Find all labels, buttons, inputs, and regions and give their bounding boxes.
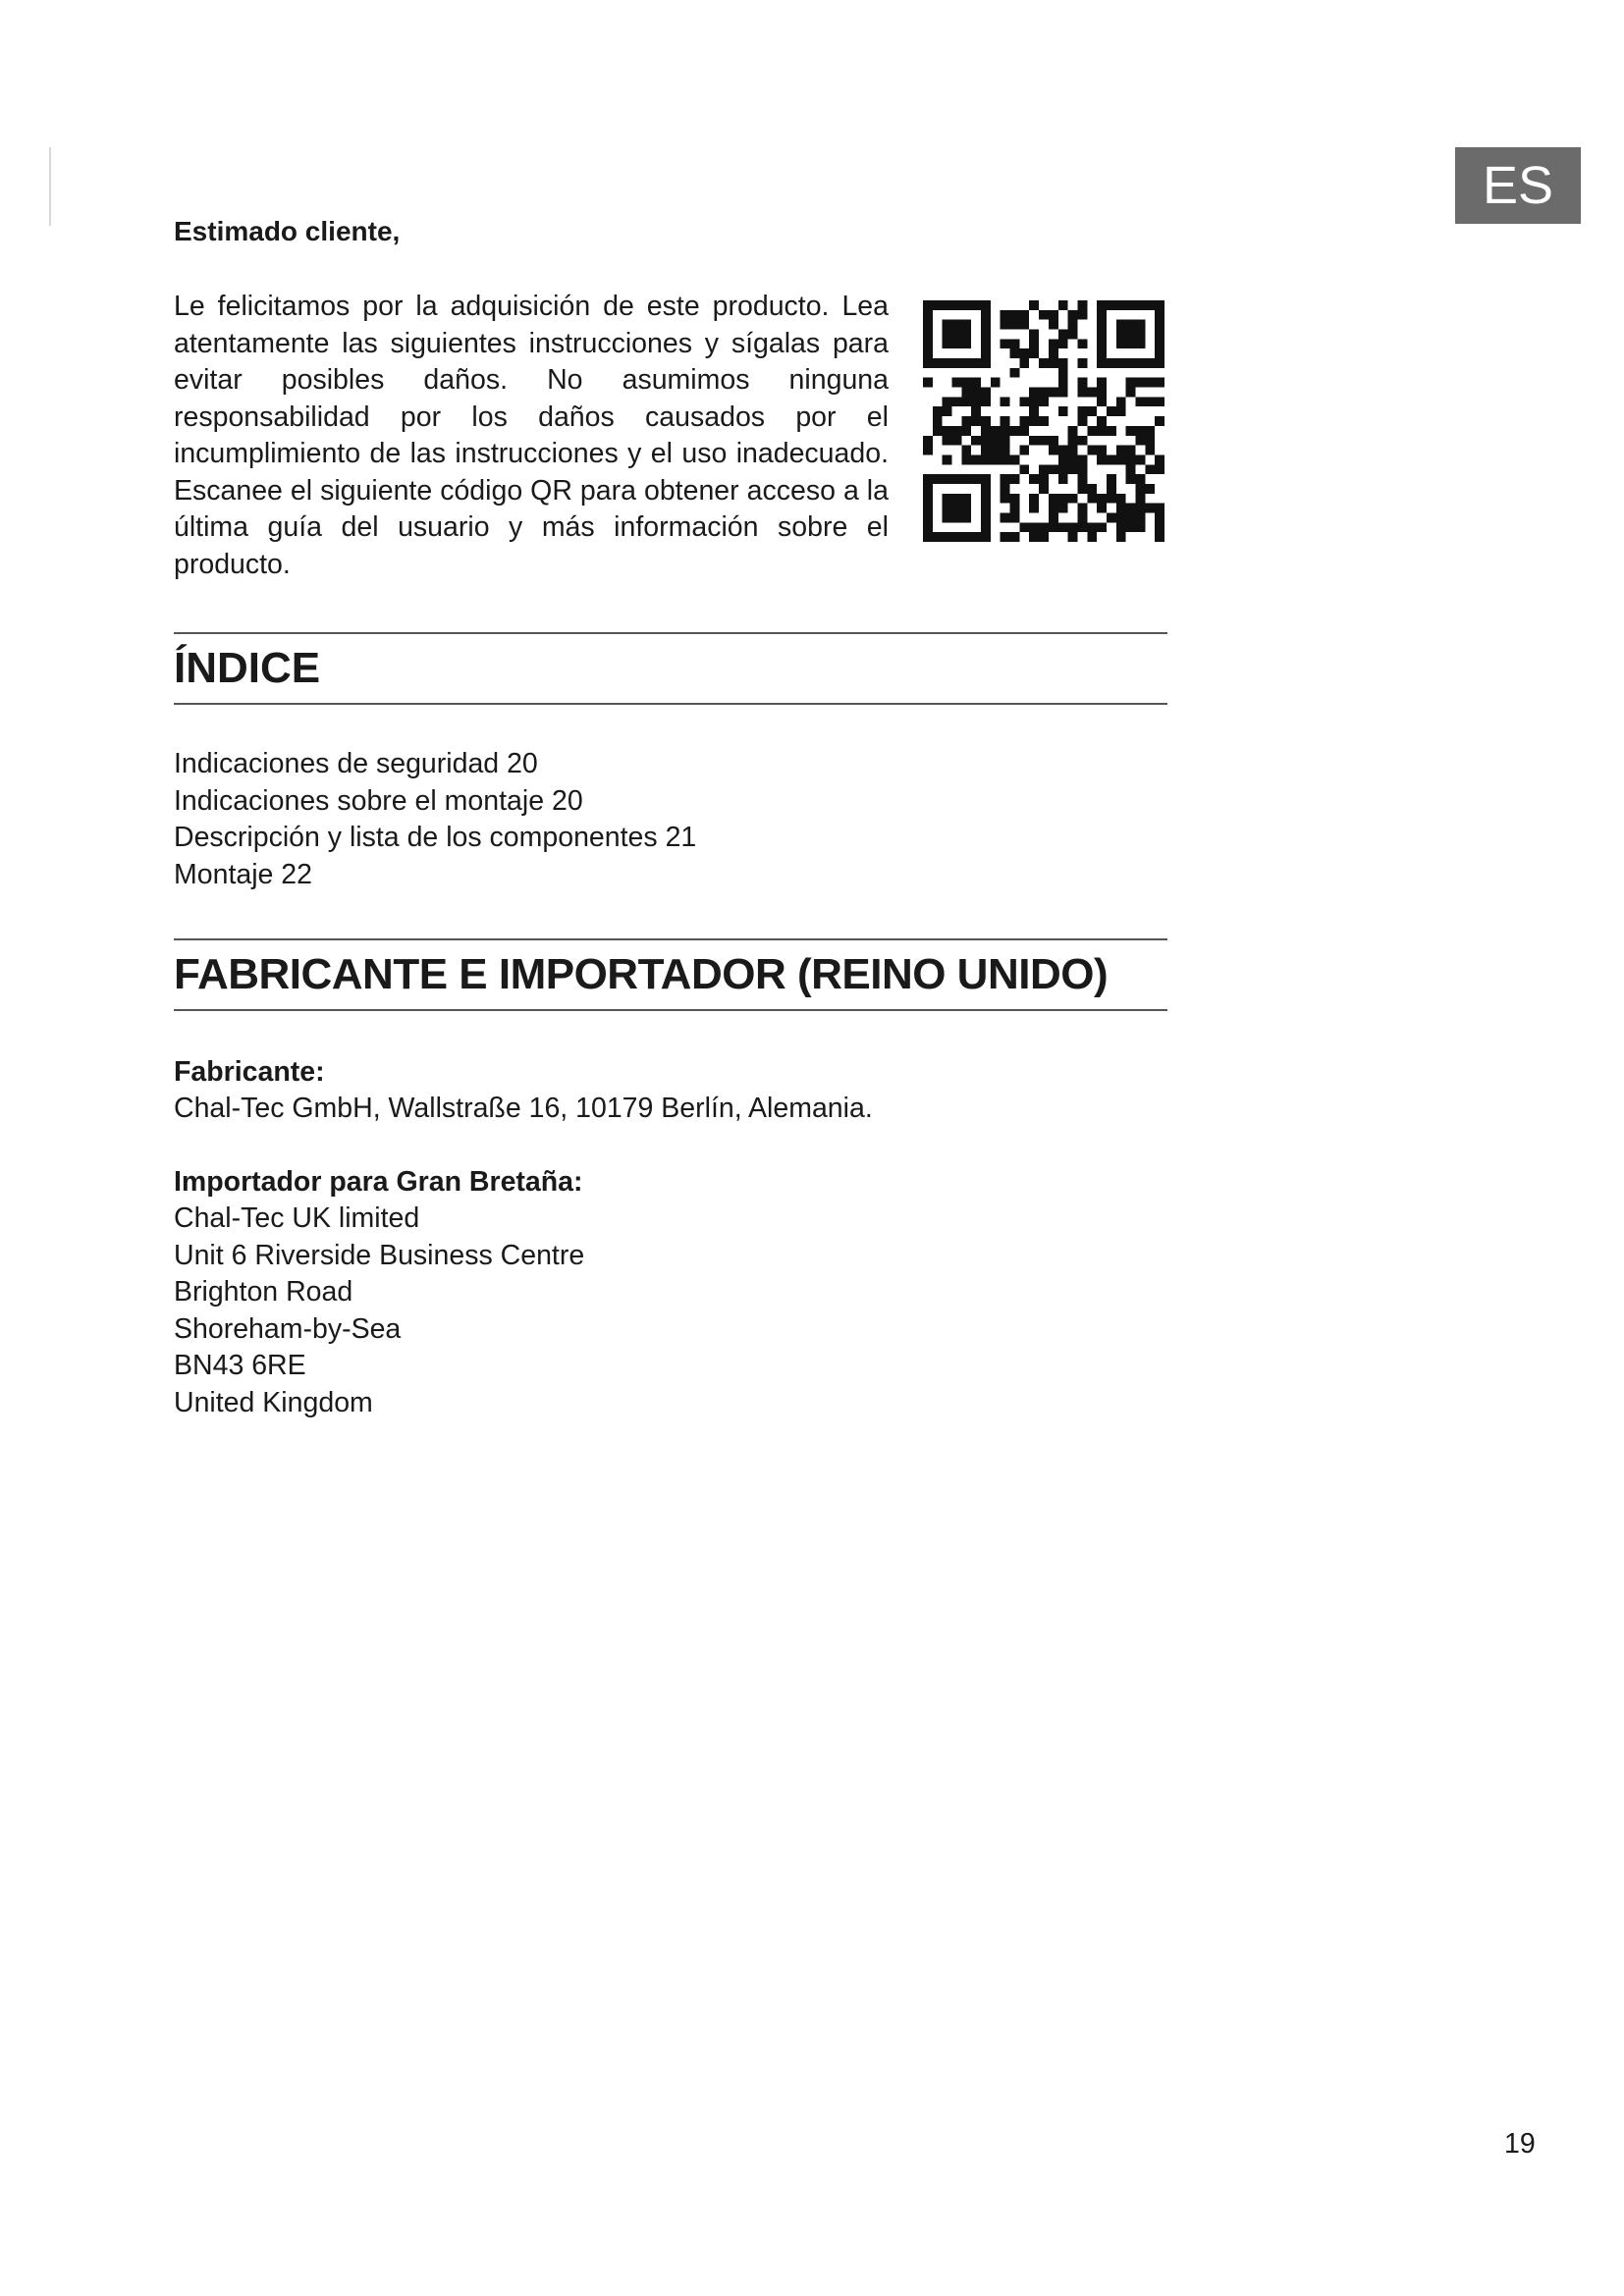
address-line: Chal-Tec UK limited (174, 1202, 420, 1234)
qr-code[interactable] (923, 300, 1164, 542)
toc-item[interactable]: Montaje 22 (174, 858, 313, 890)
toc-item[interactable]: Descripción y lista de los componentes 21 (174, 822, 697, 853)
page-number: 19 (1504, 2128, 1536, 2160)
address-line: Brighton Road (174, 1276, 353, 1308)
index-title: ÍNDICE (174, 644, 321, 692)
page-margin-mark (49, 147, 51, 226)
address-line: BN43 6RE (174, 1350, 306, 1381)
importer-address (174, 1201, 584, 1421)
table-of-contents (174, 746, 696, 893)
address-line: Unit 6 Riverside Business Centre (174, 1239, 585, 1271)
index-section-header (174, 632, 1167, 705)
importer-label: Importador para Gran Bretaña: (174, 1166, 583, 1198)
qr-code-icon (923, 300, 1164, 542)
greeting: Estimado cliente, (174, 216, 401, 246)
address-line: United Kingdom (174, 1386, 373, 1418)
manufacturer-address: Chal-Tec GmbH, Wallstraße 16, 10179 Berlín, Alemania. (174, 1093, 873, 1124)
address-line: Shoreham-by-Sea (174, 1312, 402, 1345)
manufacturer-section-header (174, 938, 1167, 1011)
toc-item[interactable]: Indicaciones sobre el montaje 20 (174, 784, 583, 817)
manufacturer-section-title: FABRICANTE E IMPORTADOR (REINO UNIDO) (174, 950, 1109, 998)
intro-paragraph: Le felicitamos por la adquisición de este producto. Lea atentamente las siguientes instrucciones y sígalas para evitar posibles daños. No asumimos ninguna responsabilidad por los daños causados por el incumplimiento de las instrucciones y el uso inadecuado. Escanee el siguiente código QR para obtener acceso a la última guía del usuario y más información sobre el producto. (174, 291, 889, 580)
manufacturer-label: Fabricante: (174, 1056, 325, 1088)
language-tab: ES (1455, 147, 1581, 224)
toc-item[interactable]: Indicaciones de seguridad 20 (174, 748, 538, 779)
